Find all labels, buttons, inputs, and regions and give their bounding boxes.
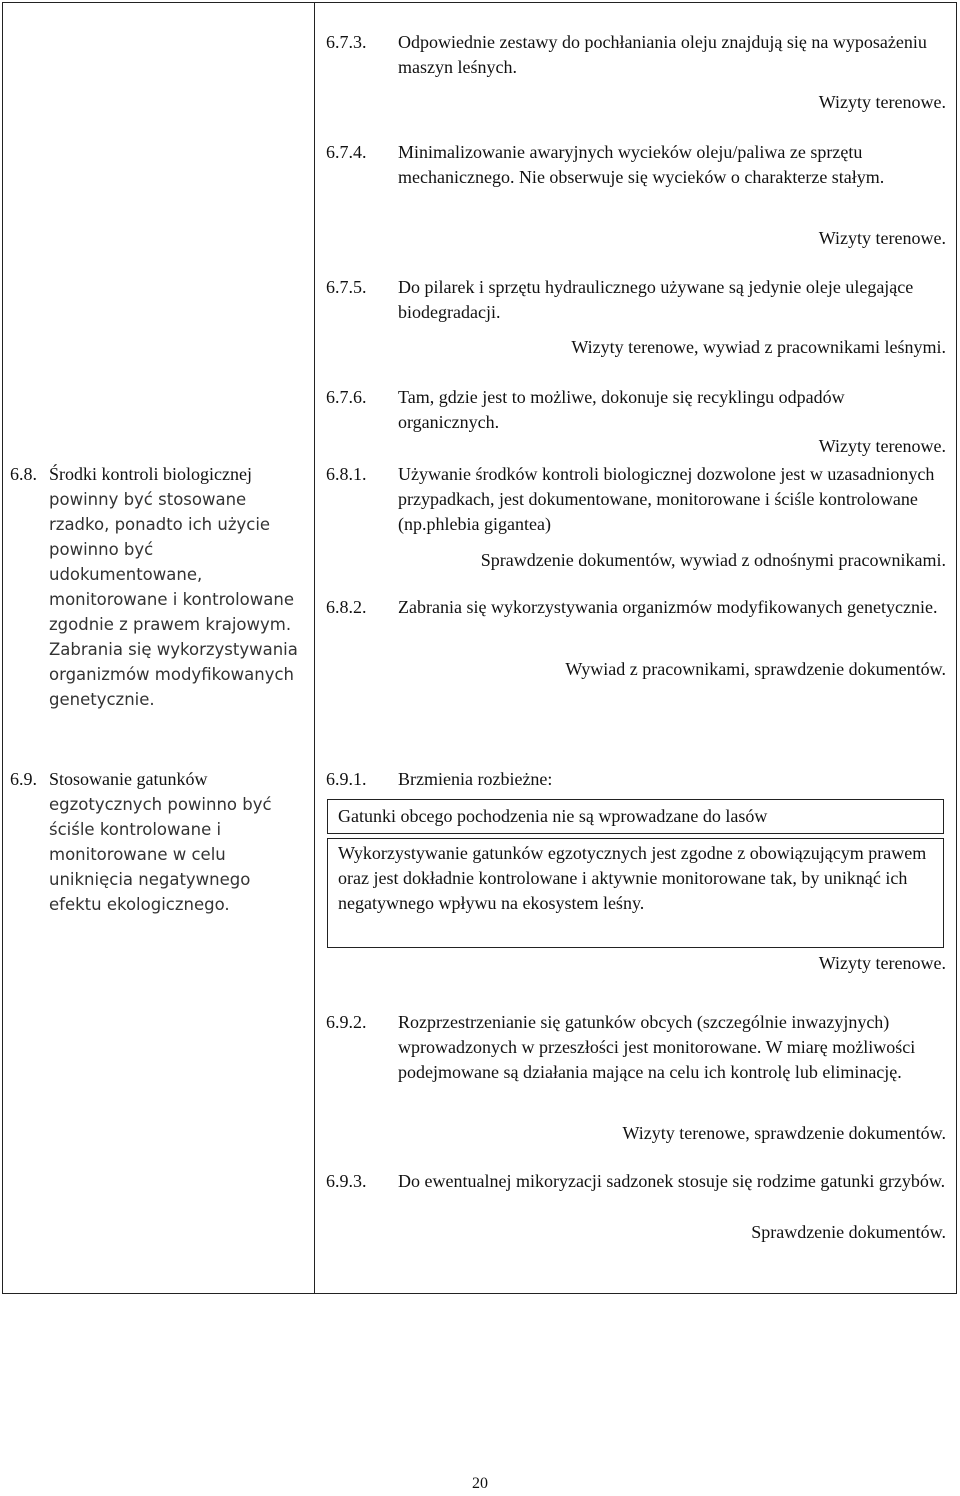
indicator-number: 6.7.6. (326, 387, 367, 407)
indicator-text: Minimalizowanie awaryjnych wycieków oleju/paliwa ze sprzętu mechanicznego. Nie obserwuje się wycieków o charakterze stałym. (398, 142, 885, 187)
divergent-wording-box-2: Wykorzystywanie gatunków egzotycznych jest zgodne z obowiązującym prawem oraz jest dokładnie kontrolowane i aktywnie monitorowane tak, by uniknąć ich negatywnego wpływu na ekosystem leśny. (327, 838, 944, 948)
indicator-text: Rozprzestrzenianie się gatunków obcych (szczególnie inwazyjnych) wprowadzonych w przeszłości jest monitorowane. W miarę możliwości podejmowane są działania mające na celu ich kontrolę lub eliminację. (398, 1012, 916, 1082)
criterion-first-line: Środki kontroli biologicznej (49, 464, 252, 484)
indicator-6-8-2 (326, 595, 946, 620)
indicator-number: 6.7.5. (326, 277, 367, 297)
verification-6-8-1: Sprawdzenie dokumentów, wywiad z odnośnymi pracownikami. (480, 550, 946, 570)
indicator-6-9-2 (326, 1010, 946, 1085)
criterion-first-line: Stosowanie gatunków (49, 769, 208, 789)
indicator-6-7-6 (326, 385, 946, 435)
indicator-number: 6.9.1. (326, 769, 367, 789)
criterion-number: 6.8. (10, 464, 37, 484)
criterion-text (49, 767, 300, 917)
indicator-number: 6.8.1. (326, 464, 367, 484)
indicator-number: 6.7.3. (326, 32, 367, 52)
verification-6-7-6: Wizyty terenowe. (818, 436, 946, 456)
indicator-text: Do pilarek i sprzętu hydraulicznego używane są jedynie oleje ulegające biodegradacji. (398, 277, 914, 322)
criterion-6-8 (10, 462, 300, 712)
indicator-number: 6.7.4. (326, 142, 367, 162)
indicator-number: 6.9.2. (326, 1012, 367, 1032)
criterion-rest: egzotycznych powinno być ściśle kontrolowane i monitorowane w celu uniknięcia negatywnego efektu ekologicznego. (49, 795, 272, 914)
indicator-text: Tam, gdzie jest to możliwe, dokonuje się recyklingu odpadów organicznych. (398, 387, 845, 432)
indicator-6-7-4 (326, 140, 946, 190)
indicator-text: Używanie środków kontroli biologicznej dozwolone jest w uzasadnionych przypadkach, jest dokumentowane, monitorowane i ściśle kontrolowane (np.phlebia gigantea) (398, 464, 935, 534)
indicator-6-8-1 (326, 462, 946, 537)
indicator-text: Do ewentualnej mikoryzacji sadzonek stosuje się rodzime gatunki grzybów. (398, 1171, 946, 1191)
verification-6-7-4: Wizyty terenowe. (818, 228, 946, 248)
divergent-wording-box-1: Gatunki obcego pochodzenia nie są wprowadzane do lasów (327, 799, 944, 834)
indicator-6-9-3 (326, 1169, 946, 1194)
indicator-number: 6.9.3. (326, 1171, 367, 1191)
verification-6-9-3: Sprawdzenie dokumentów. (751, 1222, 946, 1242)
indicator-text: Brzmienia rozbieżne: (398, 769, 553, 789)
indicator-text: Zabrania się wykorzystywania organizmów modyfikowanych genetycznie. (398, 597, 938, 617)
verification-6-8-2: Wywiad z pracownikami, sprawdzenie dokumentów. (565, 659, 946, 679)
verification-6-7-5: Wizyty terenowe, wywiad z pracownikami leśnymi. (571, 337, 946, 357)
criterion-text (49, 462, 300, 712)
indicator-6-7-3 (326, 30, 946, 80)
criterion-rest: powinny być stosowane rzadko, ponadto ich użycie powinno być udokumentowane, monitorowane i kontrolowane zgodnie z prawem krajowym. Zabrania się wykorzystywania organizmów modyfikowanych genetycznie. (49, 490, 298, 709)
criterion-number: 6.9. (10, 769, 37, 789)
indicator-6-7-5 (326, 275, 946, 325)
page-number: 20 (472, 1475, 488, 1492)
indicator-text: Odpowiednie zestawy do pochłaniania oleju znajdują się na wyposażeniu maszyn leśnych. (398, 32, 927, 77)
criterion-6-9 (10, 767, 300, 917)
indicator-number: 6.8.2. (326, 597, 367, 617)
verification-6-7-3: Wizyty terenowe. (818, 92, 946, 112)
indicator-6-9-1 (326, 767, 946, 792)
column-divider (314, 2, 315, 1294)
verification-6-9-2: Wizyty terenowe, sprawdzenie dokumentów. (622, 1123, 946, 1143)
verification-6-9-1: Wizyty terenowe. (818, 953, 946, 973)
